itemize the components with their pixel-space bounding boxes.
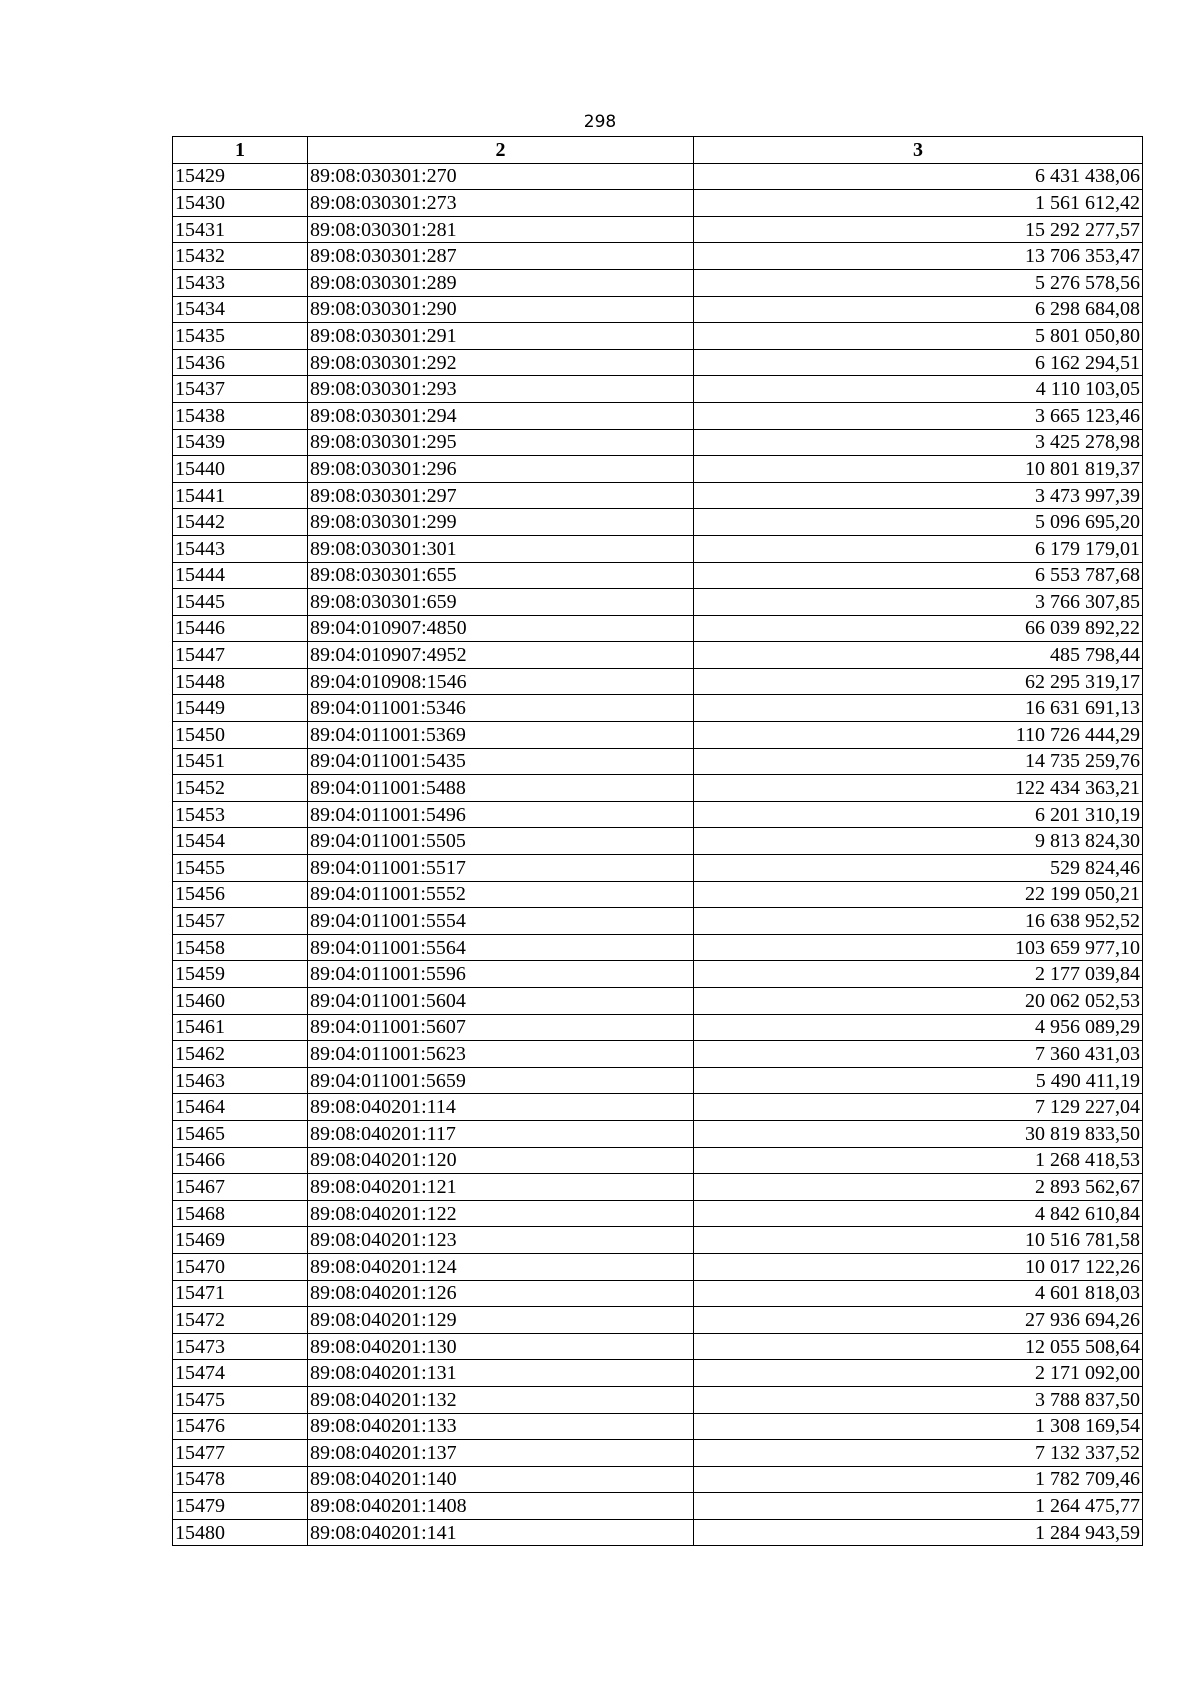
table-row xyxy=(173,881,1143,908)
row-number-cell: 15454 xyxy=(173,828,308,855)
value-cell: 5 276 578,56 xyxy=(694,269,1143,296)
cadastral-number-cell: 89:08:030301:301 xyxy=(308,535,694,562)
row-number-cell: 15464 xyxy=(173,1094,308,1121)
table-header xyxy=(173,137,1143,164)
cadastral-number-cell: 89:08:040201:141 xyxy=(308,1519,694,1546)
row-number-cell: 15449 xyxy=(173,695,308,722)
value-cell: 66 039 892,22 xyxy=(694,615,1143,642)
value-cell: 22 199 050,21 xyxy=(694,881,1143,908)
table-row xyxy=(173,296,1143,323)
table-row xyxy=(173,589,1143,616)
table-row xyxy=(173,402,1143,429)
cadastral-number-cell: 89:08:030301:291 xyxy=(308,323,694,350)
cadastral-number-cell: 89:08:040201:137 xyxy=(308,1440,694,1467)
cadastral-number-cell: 89:08:030301:289 xyxy=(308,269,694,296)
row-number-cell: 15431 xyxy=(173,216,308,243)
row-number-cell: 15446 xyxy=(173,615,308,642)
cadastral-number-cell: 89:08:030301:296 xyxy=(308,456,694,483)
table-row xyxy=(173,509,1143,536)
table-row xyxy=(173,1253,1143,1280)
table-row xyxy=(173,1360,1143,1387)
cadastral-number-cell: 89:04:011001:5496 xyxy=(308,801,694,828)
cadastral-number-cell: 89:08:030301:273 xyxy=(308,190,694,217)
cadastral-number-cell: 89:08:030301:299 xyxy=(308,509,694,536)
row-number-cell: 15436 xyxy=(173,349,308,376)
value-cell: 2 893 562,67 xyxy=(694,1174,1143,1201)
value-cell: 122 434 363,21 xyxy=(694,775,1143,802)
cadastral-number-cell: 89:04:011001:5623 xyxy=(308,1041,694,1068)
table-row xyxy=(173,216,1143,243)
value-cell: 2 171 092,00 xyxy=(694,1360,1143,1387)
row-number-cell: 15475 xyxy=(173,1386,308,1413)
value-cell: 14 735 259,76 xyxy=(694,748,1143,775)
table-row xyxy=(173,801,1143,828)
row-number-cell: 15456 xyxy=(173,881,308,908)
table-row xyxy=(173,269,1143,296)
value-cell: 5 801 050,80 xyxy=(694,323,1143,350)
column-header-3: 3 xyxy=(694,137,1143,164)
table-row xyxy=(173,535,1143,562)
cadastral-number-cell: 89:04:011001:5596 xyxy=(308,961,694,988)
row-number-cell: 15460 xyxy=(173,988,308,1015)
value-cell: 13 706 353,47 xyxy=(694,243,1143,270)
table-row xyxy=(173,456,1143,483)
value-cell: 3 665 123,46 xyxy=(694,402,1143,429)
table-row xyxy=(173,1493,1143,1520)
column-header-2: 2 xyxy=(308,137,694,164)
value-cell: 10 516 781,58 xyxy=(694,1227,1143,1254)
table-row xyxy=(173,855,1143,882)
value-cell: 5 096 695,20 xyxy=(694,509,1143,536)
row-number-cell: 15474 xyxy=(173,1360,308,1387)
cadastral-number-cell: 89:08:040201:122 xyxy=(308,1200,694,1227)
table-row xyxy=(173,482,1143,509)
value-cell: 1 782 709,46 xyxy=(694,1466,1143,1493)
value-cell: 6 201 310,19 xyxy=(694,801,1143,828)
value-cell: 3 473 997,39 xyxy=(694,482,1143,509)
value-cell: 6 179 179,01 xyxy=(694,535,1143,562)
row-number-cell: 15477 xyxy=(173,1440,308,1467)
row-number-cell: 15451 xyxy=(173,748,308,775)
value-cell: 20 062 052,53 xyxy=(694,988,1143,1015)
table-row xyxy=(173,1120,1143,1147)
row-number-cell: 15459 xyxy=(173,961,308,988)
table-row xyxy=(173,376,1143,403)
cadastral-number-cell: 89:08:040201:1408 xyxy=(308,1493,694,1520)
value-cell: 529 824,46 xyxy=(694,855,1143,882)
table-row xyxy=(173,1147,1143,1174)
cadastral-number-cell: 89:08:040201:121 xyxy=(308,1174,694,1201)
value-cell: 1 264 475,77 xyxy=(694,1493,1143,1520)
table-row xyxy=(173,988,1143,1015)
table-row xyxy=(173,190,1143,217)
value-cell: 4 601 818,03 xyxy=(694,1280,1143,1307)
table-body xyxy=(173,163,1143,1546)
value-cell: 4 110 103,05 xyxy=(694,376,1143,403)
row-number-cell: 15471 xyxy=(173,1280,308,1307)
table-row xyxy=(173,1307,1143,1334)
value-cell: 110 726 444,29 xyxy=(694,722,1143,749)
cadastral-number-cell: 89:08:040201:133 xyxy=(308,1413,694,1440)
row-number-cell: 15442 xyxy=(173,509,308,536)
cadastral-number-cell: 89:04:010907:4850 xyxy=(308,615,694,642)
row-number-cell: 15463 xyxy=(173,1067,308,1094)
value-cell: 6 431 438,06 xyxy=(694,163,1143,190)
table-row xyxy=(173,1280,1143,1307)
table-row xyxy=(173,775,1143,802)
table-row xyxy=(173,1067,1143,1094)
cadastral-number-cell: 89:08:030301:655 xyxy=(308,562,694,589)
value-cell: 3 766 307,85 xyxy=(694,589,1143,616)
cadastral-number-cell: 89:04:011001:5552 xyxy=(308,881,694,908)
value-cell: 3 425 278,98 xyxy=(694,429,1143,456)
value-cell: 485 798,44 xyxy=(694,642,1143,669)
value-cell: 1 561 612,42 xyxy=(694,190,1143,217)
value-cell: 30 819 833,50 xyxy=(694,1120,1143,1147)
row-number-cell: 15433 xyxy=(173,269,308,296)
cadastral-number-cell: 89:08:040201:114 xyxy=(308,1094,694,1121)
cadastral-number-cell: 89:08:040201:124 xyxy=(308,1253,694,1280)
row-number-cell: 15434 xyxy=(173,296,308,323)
table-row xyxy=(173,349,1143,376)
cadastral-number-cell: 89:04:011001:5659 xyxy=(308,1067,694,1094)
value-cell: 6 553 787,68 xyxy=(694,562,1143,589)
cadastral-number-cell: 89:08:040201:117 xyxy=(308,1120,694,1147)
row-number-cell: 15430 xyxy=(173,190,308,217)
table-row xyxy=(173,1466,1143,1493)
table-row xyxy=(173,1094,1143,1121)
row-number-cell: 15452 xyxy=(173,775,308,802)
table-row xyxy=(173,1200,1143,1227)
value-cell: 10 017 122,26 xyxy=(694,1253,1143,1280)
row-number-cell: 15429 xyxy=(173,163,308,190)
row-number-cell: 15453 xyxy=(173,801,308,828)
table-row xyxy=(173,562,1143,589)
row-number-cell: 15450 xyxy=(173,722,308,749)
row-number-cell: 15432 xyxy=(173,243,308,270)
row-number-cell: 15440 xyxy=(173,456,308,483)
cadastral-number-cell: 89:04:011001:5435 xyxy=(308,748,694,775)
table-row xyxy=(173,748,1143,775)
value-cell: 62 295 319,17 xyxy=(694,668,1143,695)
cadastral-number-cell: 89:04:011001:5554 xyxy=(308,908,694,935)
table-row xyxy=(173,323,1143,350)
value-cell: 7 132 337,52 xyxy=(694,1440,1143,1467)
cadastral-number-cell: 89:04:010908:1546 xyxy=(308,668,694,695)
row-number-cell: 15435 xyxy=(173,323,308,350)
row-number-cell: 15462 xyxy=(173,1041,308,1068)
row-number-cell: 15441 xyxy=(173,482,308,509)
value-cell: 6 298 684,08 xyxy=(694,296,1143,323)
value-cell: 3 788 837,50 xyxy=(694,1386,1143,1413)
value-cell: 7 129 227,04 xyxy=(694,1094,1143,1121)
cadastral-number-cell: 89:08:030301:287 xyxy=(308,243,694,270)
cadastral-number-cell: 89:04:011001:5505 xyxy=(308,828,694,855)
table-row xyxy=(173,1519,1143,1546)
row-number-cell: 15479 xyxy=(173,1493,308,1520)
table-row xyxy=(173,615,1143,642)
table-row xyxy=(173,1174,1143,1201)
cadastral-number-cell: 89:04:010907:4952 xyxy=(308,642,694,669)
row-number-cell: 15473 xyxy=(173,1333,308,1360)
value-cell: 1 308 169,54 xyxy=(694,1413,1143,1440)
cadastral-number-cell: 89:08:030301:290 xyxy=(308,296,694,323)
row-number-cell: 15448 xyxy=(173,668,308,695)
value-cell: 10 801 819,37 xyxy=(694,456,1143,483)
row-number-cell: 15478 xyxy=(173,1466,308,1493)
table-row xyxy=(173,163,1143,190)
table-row xyxy=(173,1041,1143,1068)
value-cell: 103 659 977,10 xyxy=(694,934,1143,961)
cadastral-number-cell: 89:08:040201:126 xyxy=(308,1280,694,1307)
value-cell: 4 956 089,29 xyxy=(694,1014,1143,1041)
cadastral-number-cell: 89:04:011001:5517 xyxy=(308,855,694,882)
row-number-cell: 15437 xyxy=(173,376,308,403)
cadastral-number-cell: 89:08:040201:130 xyxy=(308,1333,694,1360)
value-cell: 1 284 943,59 xyxy=(694,1519,1143,1546)
cadastral-number-cell: 89:08:030301:659 xyxy=(308,589,694,616)
table-row xyxy=(173,1227,1143,1254)
column-header-1: 1 xyxy=(173,137,308,164)
table-row xyxy=(173,695,1143,722)
value-cell: 4 842 610,84 xyxy=(694,1200,1143,1227)
table-row xyxy=(173,1440,1143,1467)
cadastral-number-cell: 89:08:030301:292 xyxy=(308,349,694,376)
row-number-cell: 15472 xyxy=(173,1307,308,1334)
row-number-cell: 15480 xyxy=(173,1519,308,1546)
table-row xyxy=(173,642,1143,669)
row-number-cell: 15467 xyxy=(173,1174,308,1201)
row-number-cell: 15457 xyxy=(173,908,308,935)
row-number-cell: 15455 xyxy=(173,855,308,882)
header-row xyxy=(173,137,1143,164)
cadastral-number-cell: 89:08:040201:132 xyxy=(308,1386,694,1413)
value-cell: 12 055 508,64 xyxy=(694,1333,1143,1360)
row-number-cell: 15476 xyxy=(173,1413,308,1440)
cadastral-number-cell: 89:08:040201:120 xyxy=(308,1147,694,1174)
page-number: 298 xyxy=(583,112,617,132)
row-number-cell: 15461 xyxy=(173,1014,308,1041)
value-cell: 2 177 039,84 xyxy=(694,961,1143,988)
cadastral-number-cell: 89:08:030301:297 xyxy=(308,482,694,509)
row-number-cell: 15445 xyxy=(173,589,308,616)
table-row xyxy=(173,934,1143,961)
table-row xyxy=(173,908,1143,935)
table-row xyxy=(173,668,1143,695)
row-number-cell: 15465 xyxy=(173,1120,308,1147)
value-cell: 5 490 411,19 xyxy=(694,1067,1143,1094)
value-cell: 15 292 277,57 xyxy=(694,216,1143,243)
value-cell: 16 631 691,13 xyxy=(694,695,1143,722)
table-row xyxy=(173,1014,1143,1041)
row-number-cell: 15447 xyxy=(173,642,308,669)
row-number-cell: 15439 xyxy=(173,429,308,456)
table-row xyxy=(173,722,1143,749)
row-number-cell: 15468 xyxy=(173,1200,308,1227)
row-number-cell: 15443 xyxy=(173,535,308,562)
row-number-cell: 15438 xyxy=(173,402,308,429)
table-row xyxy=(173,961,1143,988)
row-number-cell: 15458 xyxy=(173,934,308,961)
cadastral-number-cell: 89:08:040201:129 xyxy=(308,1307,694,1334)
row-number-cell: 15444 xyxy=(173,562,308,589)
cadastral-number-cell: 89:08:040201:123 xyxy=(308,1227,694,1254)
cadastral-number-cell: 89:08:030301:270 xyxy=(308,163,694,190)
value-cell: 9 813 824,30 xyxy=(694,828,1143,855)
table-row xyxy=(173,429,1143,456)
cadastral-number-cell: 89:08:030301:281 xyxy=(308,216,694,243)
value-cell: 6 162 294,51 xyxy=(694,349,1143,376)
table-row xyxy=(173,1386,1143,1413)
table-row xyxy=(173,828,1143,855)
row-number-cell: 15466 xyxy=(173,1147,308,1174)
value-cell: 7 360 431,03 xyxy=(694,1041,1143,1068)
cadastral-number-cell: 89:08:030301:293 xyxy=(308,376,694,403)
cadastral-number-cell: 89:08:040201:131 xyxy=(308,1360,694,1387)
cadastral-number-cell: 89:08:030301:295 xyxy=(308,429,694,456)
cadastral-number-cell: 89:08:030301:294 xyxy=(308,402,694,429)
value-cell: 27 936 694,26 xyxy=(694,1307,1143,1334)
value-cell: 1 268 418,53 xyxy=(694,1147,1143,1174)
registry-table xyxy=(172,136,1143,1546)
cadastral-number-cell: 89:04:011001:5607 xyxy=(308,1014,694,1041)
cadastral-number-cell: 89:04:011001:5488 xyxy=(308,775,694,802)
row-number-cell: 15470 xyxy=(173,1253,308,1280)
table-row xyxy=(173,1333,1143,1360)
value-cell: 16 638 952,52 xyxy=(694,908,1143,935)
table-row xyxy=(173,243,1143,270)
cadastral-number-cell: 89:04:011001:5564 xyxy=(308,934,694,961)
cadastral-number-cell: 89:08:040201:140 xyxy=(308,1466,694,1493)
cadastral-number-cell: 89:04:011001:5346 xyxy=(308,695,694,722)
row-number-cell: 15469 xyxy=(173,1227,308,1254)
cadastral-number-cell: 89:04:011001:5369 xyxy=(308,722,694,749)
table-row xyxy=(173,1413,1143,1440)
cadastral-number-cell: 89:04:011001:5604 xyxy=(308,988,694,1015)
